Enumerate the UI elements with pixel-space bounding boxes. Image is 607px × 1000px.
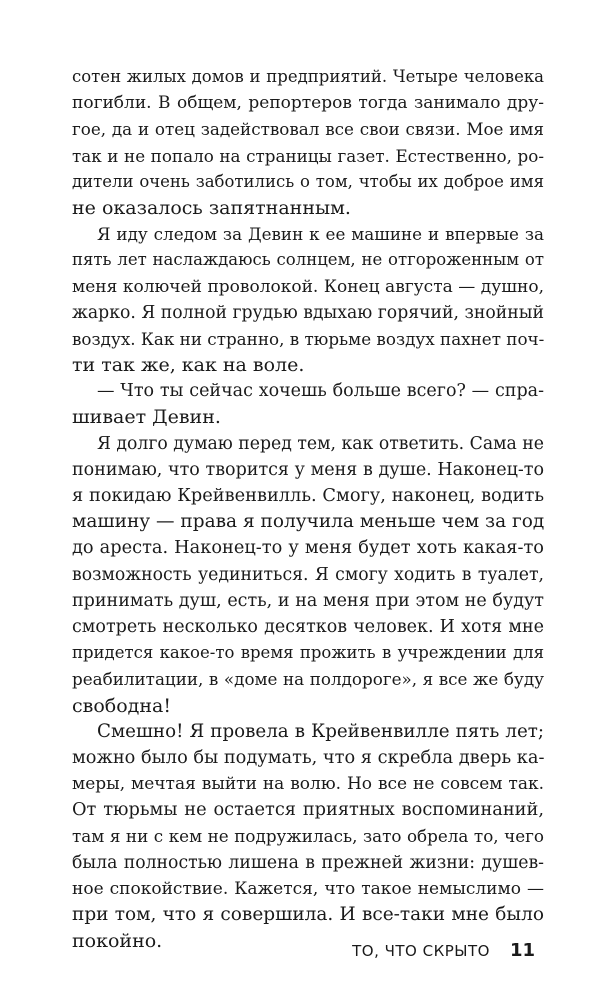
text-line: Я иду следом за Девин к ее машине и впервые за <box>97 224 544 245</box>
text-line: гое, да и отец задействовал все свои связи. Мое имя <box>72 119 544 140</box>
page-number: 11 <box>510 940 536 961</box>
text-line: свободна! <box>72 694 171 717</box>
text-line: воздух. Как ни странно, в тюрьме воздух пахнет поч- <box>72 328 545 349</box>
text-line: шивает Девин. <box>72 406 221 429</box>
text-line: можно было бы подумать, что я скребла дверь ка- <box>72 747 545 768</box>
paragraph <box>72 378 544 430</box>
paragraph <box>72 719 544 955</box>
text-line: жарко. Я полной грудью вдыхаю горячий, знойный <box>72 302 544 323</box>
text-line: сотен жилых домов и предприятий. Четыре человека <box>72 67 544 86</box>
text-line: погибли. В общем, репортеров тогда занимало дру- <box>72 93 544 114</box>
text-line: машину — права я получила меньше чем за год <box>72 511 545 533</box>
text-line: Я долго думаю перед тем, как ответить. Сама не <box>97 433 544 454</box>
running-footer <box>0 942 607 966</box>
text-line: смотреть несколько десятков человек. И хотя мне <box>72 616 544 637</box>
text-line: понимаю, что творится у меня в душе. Наконец-то <box>72 459 544 480</box>
body-text <box>72 64 544 954</box>
text-line: меня колючей проволокой. Конец августа — душно, <box>72 276 544 297</box>
text-line: ти так же, как на воле. <box>72 354 305 377</box>
text-line: принимать душ, есть, и на меня при этом не будут <box>72 590 544 611</box>
text-line: пять лет наслаждаюсь солнцем, не отгороженным от <box>72 250 544 270</box>
text-line: до ареста. Наконец-то у меня будет хоть какая-то <box>72 538 544 559</box>
text-line: — Что ты сейчас хочешь больше всего? — спра- <box>97 381 544 402</box>
text-line: там я ни с кем не подружилась, зато обрела то, чего <box>72 826 544 847</box>
text-line: была полностью лишена в прежней жизни: душев- <box>72 852 544 873</box>
text-line: возможность уединиться. Я смогу ходить в туалет, <box>72 564 544 585</box>
text-line: покойно. <box>72 930 163 953</box>
text-line: так и не попало на страницы газет. Естественно, ро- <box>72 145 544 166</box>
text-line: ное спокойствие. Кажется, что такое немыслимо — <box>72 878 544 899</box>
text-line: От тюрьмы не остается приятных воспоминаний, <box>72 800 544 821</box>
paragraph <box>72 221 544 378</box>
paragraph <box>72 64 544 221</box>
text-line: меры, мечтая выйти на волю. Но все не совсем так. <box>72 774 544 795</box>
text-line: не оказалось запятнанным. <box>72 196 351 219</box>
running-title: ТО, ЧТО СКРЫТО <box>352 942 490 960</box>
text-line: при том, что я совершила. И все-таки мне было <box>72 904 544 925</box>
text-line: дители очень заботились о том, чтобы их доброе имя <box>72 171 544 191</box>
text-line: придется какое-то время прожить в учреждении для <box>72 643 544 663</box>
text-line: я покидаю Крейвенвилль. Смогу, наконец, водить <box>72 486 544 506</box>
paragraph <box>72 431 544 719</box>
text-line: реабилитации, в «доме на полдороге», я все же буду <box>72 669 544 690</box>
text-line: Смешно! Я провела в Крейвенвилле пять лет; <box>97 720 544 742</box>
